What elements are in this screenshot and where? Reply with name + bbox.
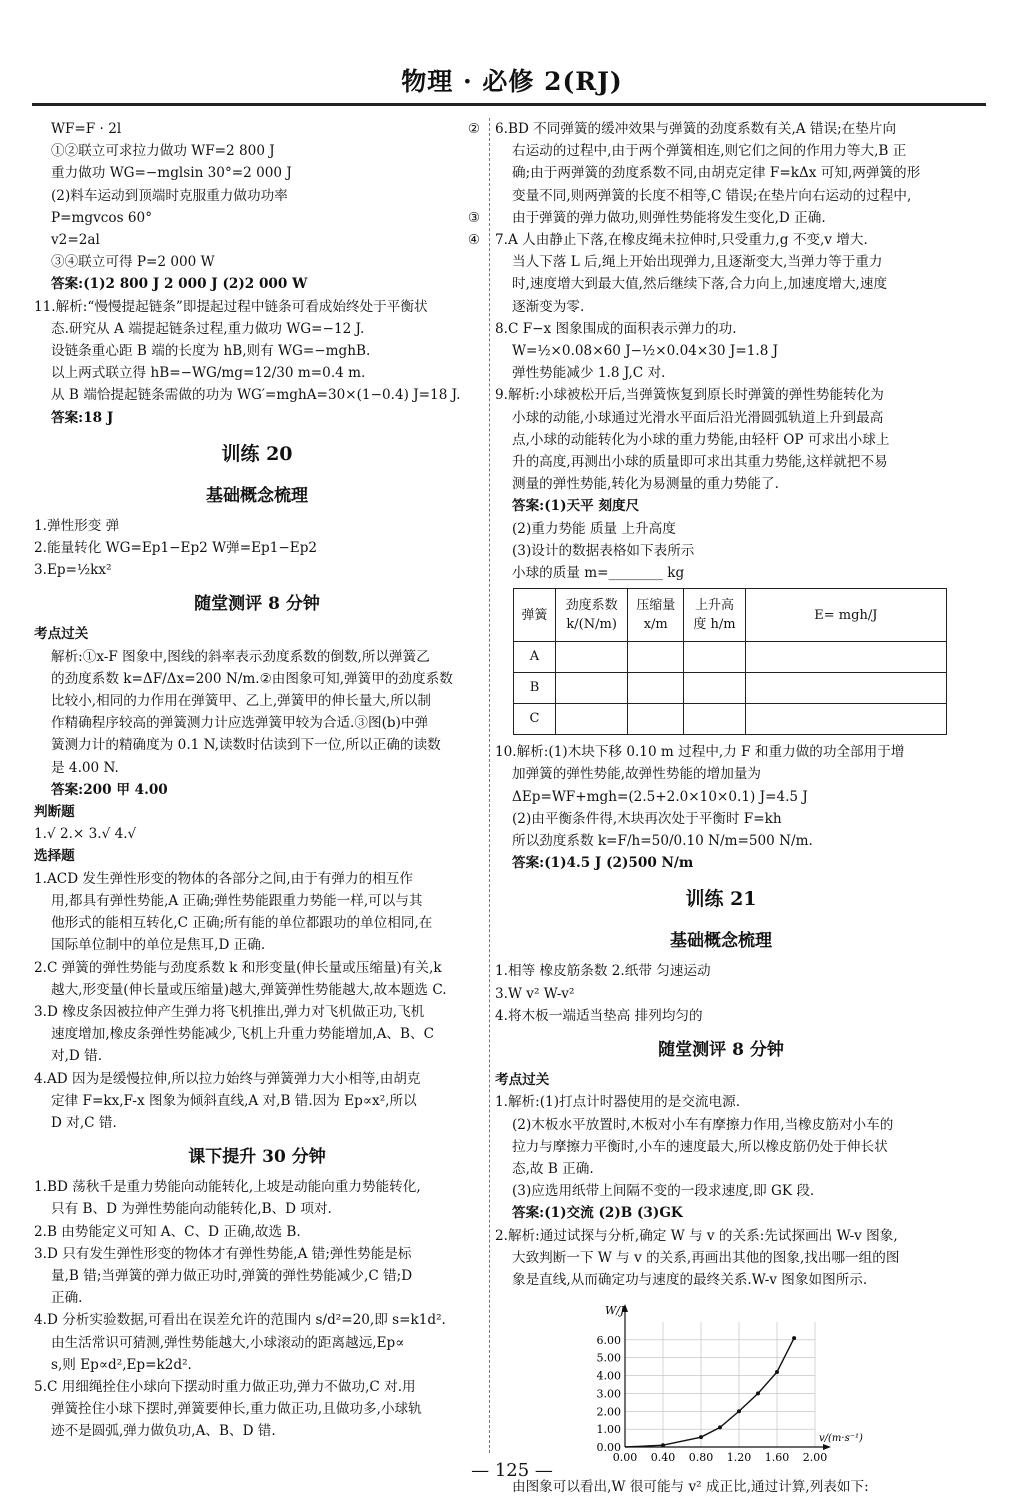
table-header-cell: 上升高 度 h/m [684,589,746,642]
text-line [34,1023,480,1045]
line-text: 象是直线,从而确定功与速度的最终关系.W-v 图象如图所示. [512,1271,868,1288]
text-line [495,741,947,763]
data-point [661,1443,665,1447]
text-line [34,162,480,184]
line-text: 态,故 B 正确. [512,1160,594,1177]
line-text: W=½×0.08×60 J−½×0.04×30 J=1.8 J [512,343,779,360]
text-line [34,912,480,934]
data-point [775,1370,779,1374]
line-text: 右运动的过程中,由于两个弹簧相连,则它们之间的作用力等大,B 正 [512,143,907,160]
text-line [495,763,947,785]
text-line [495,162,947,184]
text-line [495,207,947,229]
text-line [495,830,947,852]
text-line [34,1176,480,1198]
line-text: 2.能量转化 WG=Ep1−Ep2 W弹=Ep1−Ep2 [34,540,318,557]
line-text: 从 B 端恰提起链条需做的功为 WG′=mghA=30×(1−0.4) J=18 J. [51,387,461,404]
right-column [495,118,947,1499]
text-line [34,1376,480,1398]
text-line [495,251,947,273]
line-text: 2.C 弹簧的弹性势能与劲度系数 k 和形变量(伸长量或压缩量)有关,k [34,959,442,976]
line-text: 定律 F=kx,F-x 图象为倾斜直线,A 对,B 错.因为 Ep∝x²,所以 [51,1092,417,1109]
text-line [34,1198,480,1220]
line-text: 3.D 橡皮条因被拉伸产生弹力将飞机推出,弹力对飞机做正功,飞机 [34,1003,425,1020]
line-text: ΔEp=WF+mgh=(2.5+2.0×10×0.1) J=4.5 J [512,788,808,805]
text-line [495,318,947,340]
text-line [495,118,947,140]
text-line [34,979,480,1001]
text-line [34,1287,480,1309]
page-header-title: 物理 · 必修 2(RJ) [401,67,623,96]
y-tick-label: 0.00 [596,1441,621,1455]
text-line [34,1068,480,1090]
line-text: 的劲度系数 k=ΔF/Δx=200 N/m.②由图象可知,弹簧甲的劲度系数 [51,670,453,687]
text-line [495,1158,947,1180]
text-line [34,340,480,362]
text-line [34,757,480,779]
line-text: 时,速度增大到最大值,然后继续下落,合力向上,加速度增大,速度 [512,276,888,293]
line-text: 小球的质量 m=________ kg [512,565,685,582]
text-line [495,960,947,982]
text-line [495,273,947,295]
line-text: 随堂测评 8 分钟 [194,594,320,615]
line-text: 迹不是圆弧,弹力做负功,A、B、D 错. [51,1423,276,1440]
line-text: 答案:18 J [51,409,114,426]
line-text: 量,B 错;当弹簧的弹力做正功时,弹簧的弹性势能减少,C 错;D [51,1267,413,1284]
y-axis-label: W/J [605,1304,625,1318]
line-text: s,则 Ep∝d²,Ep=k2d². [51,1356,192,1373]
table-cell [555,642,627,673]
line-text: 拉力与摩擦力平衡时,小车的速度最大,所以橡皮筋仍处于伸长状 [512,1138,888,1155]
text-line [34,890,480,912]
text-line [495,540,947,562]
line-text: 正确. [51,1290,83,1307]
text-line [34,384,480,406]
text-line [34,823,480,845]
line-text: (2)木板水平放置时,木板对小车有摩擦力作用,当橡皮筋对小车的 [512,1116,894,1133]
line-text: 基础概念梳理 [670,931,772,952]
line-text: (3)应选用纸带上间隔不变的一段求速度,即 GK 段. [512,1183,815,1200]
text-line [34,515,480,537]
text-line [495,362,947,384]
table-header-cell: 弹簧 [514,589,556,642]
text-line [495,473,947,495]
text-line [495,229,947,251]
text-line [34,1398,480,1420]
line-text: 重力做功 WG=−mglsin 30°=2 000 J [51,165,292,182]
table-cell [684,673,746,704]
equation-number: ④ [467,232,480,249]
text-line [495,1225,947,1247]
line-text: 弹性势能减少 1.8 J,C 对. [512,365,666,382]
section-heading [34,587,480,621]
line-text: 2.B 由势能定义可知 A、C、D 正确,故选 B. [34,1223,301,1240]
text-line [34,1221,480,1243]
line-text: 用,都具有弹性势能,A 正确;弹性势能跟重力势能一样,可以与其 [51,892,423,909]
section-heading [34,479,480,513]
line-text: (2)重力势能 质量 上升高度 [512,520,676,537]
line-text: 1.解析:(1)打点计时器使用的是交流电源. [495,1094,741,1111]
text-line [34,1001,480,1023]
column-separator [489,118,490,1453]
table-row-label: C [514,704,556,735]
text-line [495,1136,947,1158]
table-cell [628,673,684,704]
x-tick-label: 1.60 [764,1451,790,1465]
line-text: 确;由于两弹簧的劲度系数不同,由胡克定律 F=kΔx 可知,两弹簧的形 [512,165,921,182]
line-text: 设链条重心距 B 端的长度为 hB,则有 WG=−mghB. [51,343,371,360]
text-line [495,518,947,540]
line-text: 簧测力计的精确度为 0.1 N,读数时估读到下一位,所以正确的读数 [51,737,441,754]
x-tick-label: 2.00 [802,1451,828,1465]
section-heading [34,435,480,473]
data-point [756,1392,760,1396]
line-text: 国际单位制中的单位是焦耳,D 正确. [51,937,266,954]
table-cell [684,704,746,735]
text-line [34,779,480,801]
text-line [34,1090,480,1112]
line-text: 答案:(1)交流 (2)B (3)GK [512,1205,683,1222]
equation-number: ② [467,121,480,137]
text-line [34,1265,480,1287]
text-line [34,868,480,890]
text-line [34,118,480,140]
text-line [34,957,480,979]
text-line [495,1005,947,1027]
section-heading [495,1033,947,1067]
table-row [514,673,947,704]
text-line [495,451,947,473]
text-line [495,1091,947,1113]
table-cell [745,704,946,735]
line-text: 2.解析:通过试探与分析,确定 W 与 v 的关系:先试探画出 W-v 图象, [495,1227,898,1244]
line-text: 1.√ 2.× 3.√ 4.√ [34,826,137,843]
right-column-text-a [495,118,947,584]
text-line [495,1202,947,1224]
line-text: 考点过关 [34,626,89,643]
page-number: — 125 — [471,1460,553,1481]
table-cell [745,642,946,673]
line-text: 比较小,相同的力作用在弹簧甲、乙上,弹簧甲的伸长量大,所以制 [51,693,431,710]
table-row [514,704,947,735]
line-text: 5.C 用细绳拴住小球向下摆动时重力做正功,弹力不做功,C 对.用 [34,1378,416,1395]
line-text: 7.A 人由静止下落,在橡皮绳未拉伸时,只受重力,g 不变,v 增大. [495,232,868,249]
text-line [34,407,480,429]
x-tick-label: 0.00 [612,1451,638,1465]
line-text: D 对,C 错. [51,1114,117,1131]
line-text: WF=F · 2l [51,121,122,137]
line-text: v2=2al [51,232,100,249]
text-line [34,1243,480,1265]
header-rule [32,103,986,106]
table-cell [555,704,627,735]
line-text: 作精确程序较高的弹簧测力计应选弹簧甲较为合适.③图(b)中弹 [51,715,429,732]
text-line [34,229,480,251]
text-line [495,407,947,429]
line-text: 变量不同,则两弹簧的长度不相等,C 错误;在垫片向右运动的过程中, [512,187,912,204]
line-text: 随堂测评 8 分钟 [658,1040,784,1061]
line-text: 4.D 分析实验数据,可看出在误差允许的范围内 s/d²=20,即 s=k1d². [34,1312,446,1329]
text-line [34,646,480,668]
text-line [34,251,480,273]
line-text: 由生活常识可猜测,弹性势能越大,小球滚动的距离越远,Ep∝ [51,1334,405,1351]
table-header-cell: 压缩量 x/m [628,589,684,642]
line-text: 升的高度,再测出小球的质量即可求出其重力势能,这样就把不易 [512,454,888,471]
table-header-cell: 劲度系数 k/(N/m) [555,589,627,642]
line-text: 3.Ep=½kx² [34,562,112,579]
x-tick-label: 1.20 [726,1451,752,1465]
text-line [34,690,480,712]
text-line [34,734,480,756]
text-line [34,559,480,581]
text-line [495,1180,947,1202]
text-line [495,562,947,584]
line-text: 8.C F−x 图象围成的面积表示弹力的功. [495,320,737,337]
section-heading [34,1140,480,1174]
text-line [34,537,480,559]
text-line [34,1112,480,1134]
section-heading [495,924,947,958]
line-text: ③④联立可得 P=2 000 W [51,254,215,271]
line-text: 所以劲度系数 k=F/h=50/0.10 N/m=500 N/m. [512,833,813,850]
line-text: 态.研究从 A 端提起链条过程,重力做功 WG=−12 J. [51,320,365,337]
text-line [34,712,480,734]
w-v-chart [577,1299,947,1476]
line-text: 越大,形变量(伸长量或压缩量)越大,弹簧弹性势能越大,故本题选 C. [51,981,447,998]
line-text: 他形式的能相互转化,C 正确;所有能的单位都跟功的单位相同,在 [51,915,433,932]
y-tick-label: 2.00 [596,1405,621,1419]
line-text: 4.AD 因为是缓慢拉伸,所以拉力始终与弹簧弹力大小相等,由胡克 [34,1070,421,1087]
line-text: 逐渐变为零. [512,298,585,315]
line-text: 训练 20 [221,442,293,465]
text-line [34,1420,480,1442]
y-tick-label: 4.00 [596,1369,621,1383]
text-line [495,140,947,162]
right-column-text-b [495,741,947,1291]
x-tick-label: 0.40 [650,1451,676,1465]
line-text: 1.相等 橡皮筋条数 2.纸带 匀速运动 [495,963,711,980]
line-text: 训练 21 [685,888,757,911]
text-line [34,934,480,956]
line-text: 速度增加,橡皮条弹性势能减少,飞机上升重力势能增加,A、B、C [51,1026,435,1043]
line-text: 答案:(1)4.5 J (2)500 N/m [512,855,694,872]
line-text: (3)设计的数据表格如下表所示 [512,542,695,559]
text-line [34,318,480,340]
line-text: 点,小球的动能转化为小球的重力势能,由轻杆 OP 可求出小球上 [512,431,890,448]
text-line [34,623,480,645]
text-line [34,1045,480,1067]
line-text: 1.BD 荡秋千是重力势能向动能转化,上坡是动能向重力势能转化, [34,1179,421,1196]
table-cell [745,673,946,704]
text-line [34,273,480,295]
line-text: 10.解析:(1)木块下移 0.10 m 过程中,力 F 和重力做的功全部用于增 [495,744,905,761]
series-line [625,1338,794,1447]
table-row-label: A [514,642,556,673]
data-point [718,1425,722,1429]
text-line [495,340,947,362]
line-text: 大致判断一下 W 与 v 的关系,再画出其他的图象,找出哪一组的图 [512,1249,900,1266]
text-line [495,1069,947,1091]
text-line [34,801,480,823]
text-line [495,1114,947,1136]
line-text: 3.D 只有发生弹性形变的物体才有弹性势能,A 错;弹性势能是标 [34,1245,412,1262]
line-text: 只有 B、D 为弹性势能向动能转化,B、D 项对. [51,1201,332,1218]
line-text: 1.ACD 发生弹性形变的物体的各部分之间,由于有弹力的相互作 [34,870,413,887]
text-line [495,1269,947,1291]
left-column [34,118,480,1443]
y-tick-label: 5.00 [596,1351,621,1365]
table-cell [555,673,627,704]
equation-number: ③ [467,209,480,226]
line-text: 判断题 [34,804,75,821]
line-text: 小球的动能,小球通过光滑水平面后沿光滑圆弧轨道上升到最高 [512,409,884,426]
line-text: 1.弹性形变 弹 [34,517,120,534]
x-axis-arrow [823,1444,831,1450]
line-text: 以上两式联立得 hB=−WG/mg=12/30 m=0.4 m. [51,365,366,382]
y-tick-label: 3.00 [596,1387,621,1401]
text-line [34,668,480,690]
line-text: ①②联立可求拉力做功 WF=2 800 J [51,143,275,160]
text-line [495,429,947,451]
table-row-label: B [514,673,556,704]
text-line [34,1309,480,1331]
line-text: (2)由平衡条件得,木块再次处于平衡时 F=kh [512,810,782,827]
line-text: 答案:200 甲 4.00 [51,781,168,798]
line-text: 加弹簧的弹性势能,故弹性势能的增加量为 [512,766,762,783]
data-table [513,588,947,735]
text-line [495,808,947,830]
line-text: 答案:(1)天平 刻度尺 [512,498,640,515]
text-line [34,185,480,207]
x-axis-label: v/(m·s⁻¹) [819,1433,863,1445]
table-cell [628,642,684,673]
line-text: 答案:(1)2 800 J 2 000 J (2)2 000 W [51,276,308,293]
text-line [34,296,480,318]
table-header-cell: E= mgh/J [745,589,946,642]
line-text: 测量的弹性势能,转化为易测量的重力势能了. [512,476,779,493]
line-text: 选择题 [34,848,75,865]
text-line [495,384,947,406]
y-tick-label: 6.00 [596,1333,621,1347]
x-tick-label: 0.80 [688,1451,714,1465]
text-line [34,1332,480,1354]
text-line [495,185,947,207]
data-point [737,1409,741,1413]
text-line [495,1247,947,1269]
section-heading [495,880,947,918]
text-line [34,140,480,162]
line-text: 基础概念梳理 [206,485,308,506]
line-text: 4.将木板一端适当垫高 排列均匀的 [495,1007,703,1024]
line-text: (2)料车运动到顶端时克服重力做功功率 [51,187,288,204]
tail-text: 由图象可以看出,W 很可能与 v² 成正比,通过计算,列表如下: [512,1479,869,1496]
line-text: 6.BD 不同弹簧的缓冲效果与弹簧的劲度系数有关,A 错误;在垫片向 [495,121,897,137]
text-line [34,845,480,867]
line-text: 解析:①x-F 图象中,图线的斜率表示劲度系数的倒数,所以弹簧乙 [51,648,430,665]
data-point [699,1435,703,1439]
line-text: 是 4.00 N. [51,759,119,776]
text-line [495,983,947,1005]
text-line [495,852,947,874]
line-text: 课下提升 30 分钟 [188,1147,326,1168]
table-row [514,642,947,673]
line-text: 弹簧拴住小球下摆时,弹簧要伸长,重力做正功,且做功多,小球轨 [51,1401,422,1418]
text-line [495,495,947,517]
line-text: 当人下落 L 后,绳上开始出现弹力,且逐渐变大,当弹力等于重力 [512,254,883,271]
text-line [34,207,480,229]
line-text: 由于弹簧的弹力做功,则弹性势能将发生变化,D 正确. [512,209,826,226]
w-v-chart-svg [577,1299,877,1469]
text-line [495,786,947,808]
line-text: 对,D 错. [51,1048,103,1065]
text-line [34,1354,480,1376]
data-point [792,1336,796,1340]
line-text: 11.解析:“慢慢提起链条”即提起过程中链条可看成始终处于平衡状 [34,298,428,315]
text-line [34,362,480,384]
y-tick-label: 1.00 [596,1423,621,1437]
table-cell [628,704,684,735]
line-text: 9.解析:小球被松开后,当弹簧恢复到原长时弹簧的弹性势能转化为 [495,387,884,404]
line-text: 3.W v² W-v² [495,985,575,1002]
text-line [495,296,947,318]
line-text: P=mgvcos 60° [51,209,152,226]
line-text: 考点过关 [495,1072,550,1089]
table-cell [684,642,746,673]
